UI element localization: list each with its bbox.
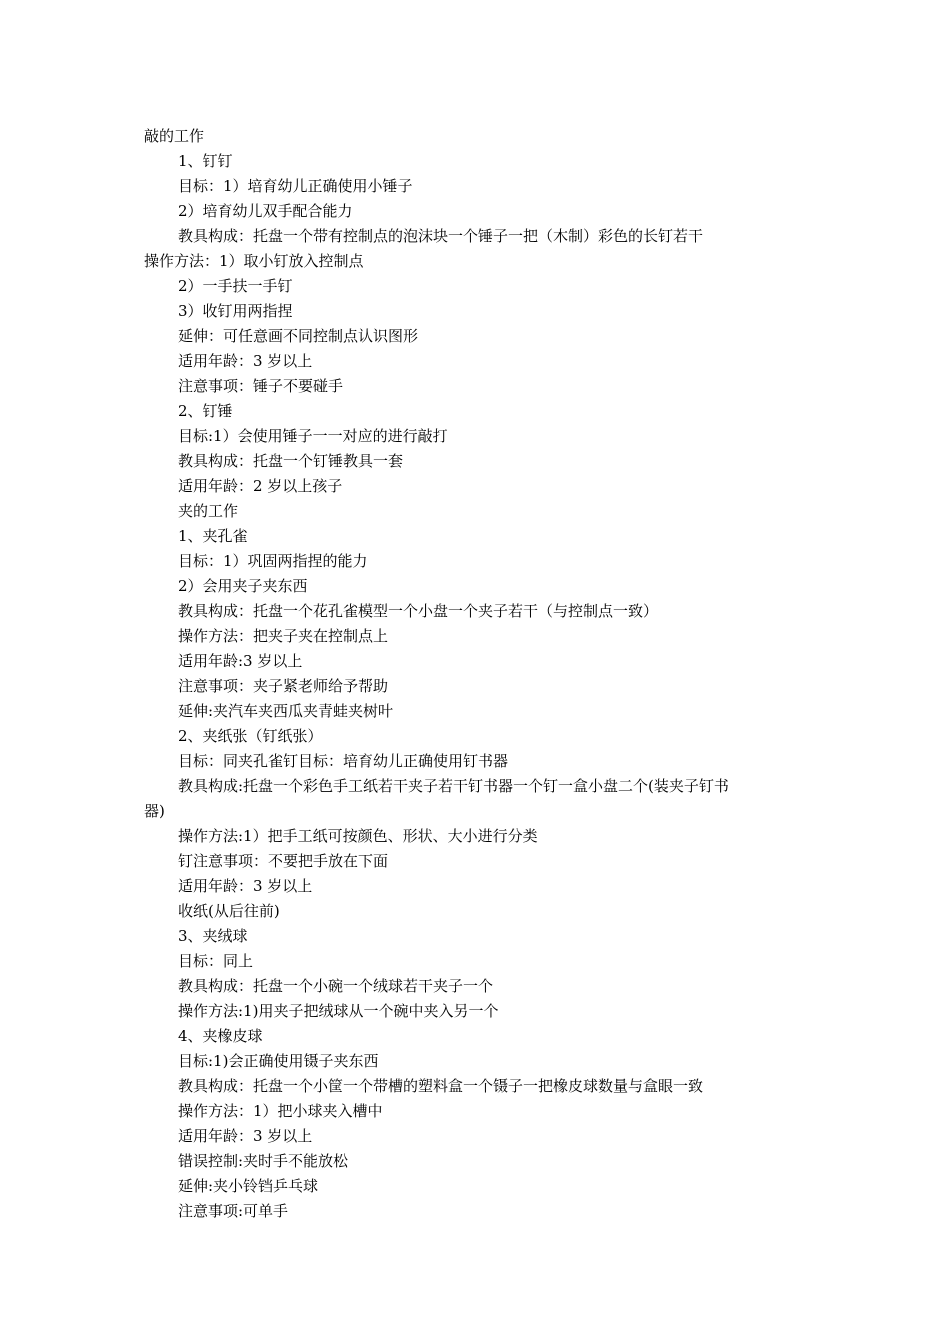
text-line: 2、夹纸张（钉纸张） <box>178 727 323 745</box>
text-line: 收纸(从后往前) <box>178 902 280 920</box>
text-line: 3）收钉用两指捏 <box>178 302 293 320</box>
document-body <box>144 124 814 1224</box>
text-line: 目标:1）会使用锤子一一对应的进行敲打 <box>178 427 448 445</box>
text-line: 3、夹绒球 <box>178 927 248 945</box>
text-line: 1、钉钉 <box>178 152 233 170</box>
text-line: 2）一手扶一手钉 <box>178 277 293 295</box>
text-line: 目标：1）培育幼儿正确使用小锤子 <box>178 177 413 195</box>
text-line: 器) <box>144 802 165 820</box>
text-line: 操作方法：把夹子夹在控制点上 <box>178 627 389 645</box>
text-line: 错误控制:夹时手不能放松 <box>178 1152 349 1170</box>
text-line: 目标：同夹孔雀钉目标：培育幼儿正确使用钉书器 <box>178 752 509 770</box>
text-line: 适用年龄：3 岁以上 <box>178 877 313 895</box>
text-line: 目标：同上 <box>178 952 254 970</box>
text-line: 延伸：可任意画不同控制点认识图形 <box>178 327 419 345</box>
text-line: 教具构成：托盘一个钉锤教具一套 <box>178 452 404 470</box>
text-line: 教具构成：托盘一个小碗一个绒球若干夹子一个 <box>178 977 494 995</box>
text-line: 目标：1）巩固两指捏的能力 <box>178 552 368 570</box>
text-line: 教具构成：托盘一个带有控制点的泡沫块一个锤子一把（木制）彩色的长钉若干 <box>178 227 704 245</box>
text-line: 注意事项：锤子不要碰手 <box>178 377 344 395</box>
text-line: 操作方法：1）把小球夹入槽中 <box>178 1102 383 1120</box>
text-line: 2）会用夹子夹东西 <box>178 577 308 595</box>
text-line: 夹的工作 <box>178 502 239 520</box>
text-line: 操作方法：1）取小钉放入控制点 <box>144 252 364 270</box>
text-line: 延伸:夹汽车夹西瓜夹青蛙夹树叶 <box>178 702 394 720</box>
text-line: 教具构成:托盘一个彩色手工纸若干夹子若干钉书器一个钉一盒小盘二个(装夹子钉书 <box>178 777 729 795</box>
text-line: 4、夹橡皮球 <box>178 1027 263 1045</box>
text-line: 操作方法:1)用夹子把绒球从一个碗中夹入另一个 <box>178 1002 499 1020</box>
text-line: 2）培育幼儿双手配合能力 <box>178 202 353 220</box>
text-line: 教具构成：托盘一个小筐一个带槽的塑料盒一个镊子一把橡皮球数量与盒眼一致 <box>178 1077 704 1095</box>
text-line: 注意事项:可单手 <box>178 1202 289 1220</box>
text-line: 适用年龄：2 岁以上孩子 <box>178 477 343 495</box>
text-line: 适用年龄：3 岁以上 <box>178 1127 313 1145</box>
text-line: 注意事项：夹子紧老师给予帮助 <box>178 677 389 695</box>
text-line: 操作方法:1）把手工纸可按颜色、形状、大小进行分类 <box>178 827 538 845</box>
text-line: 延伸:夹小铃铛乒乓球 <box>178 1177 319 1195</box>
text-line: 适用年龄:3 岁以上 <box>178 652 303 670</box>
text-line: 1、夹孔雀 <box>178 527 248 545</box>
text-line: 目标:1)会正确使用镊子夹东西 <box>178 1052 379 1070</box>
text-line: 教具构成：托盘一个花孔雀模型一个小盘一个夹子若干（与控制点一致） <box>178 602 659 620</box>
text-line: 2、钉锤 <box>178 402 233 420</box>
text-line: 适用年龄：3 岁以上 <box>178 352 313 370</box>
text-line: 敲的工作 <box>144 127 205 145</box>
text-line: 钉注意事项：不要把手放在下面 <box>178 852 389 870</box>
